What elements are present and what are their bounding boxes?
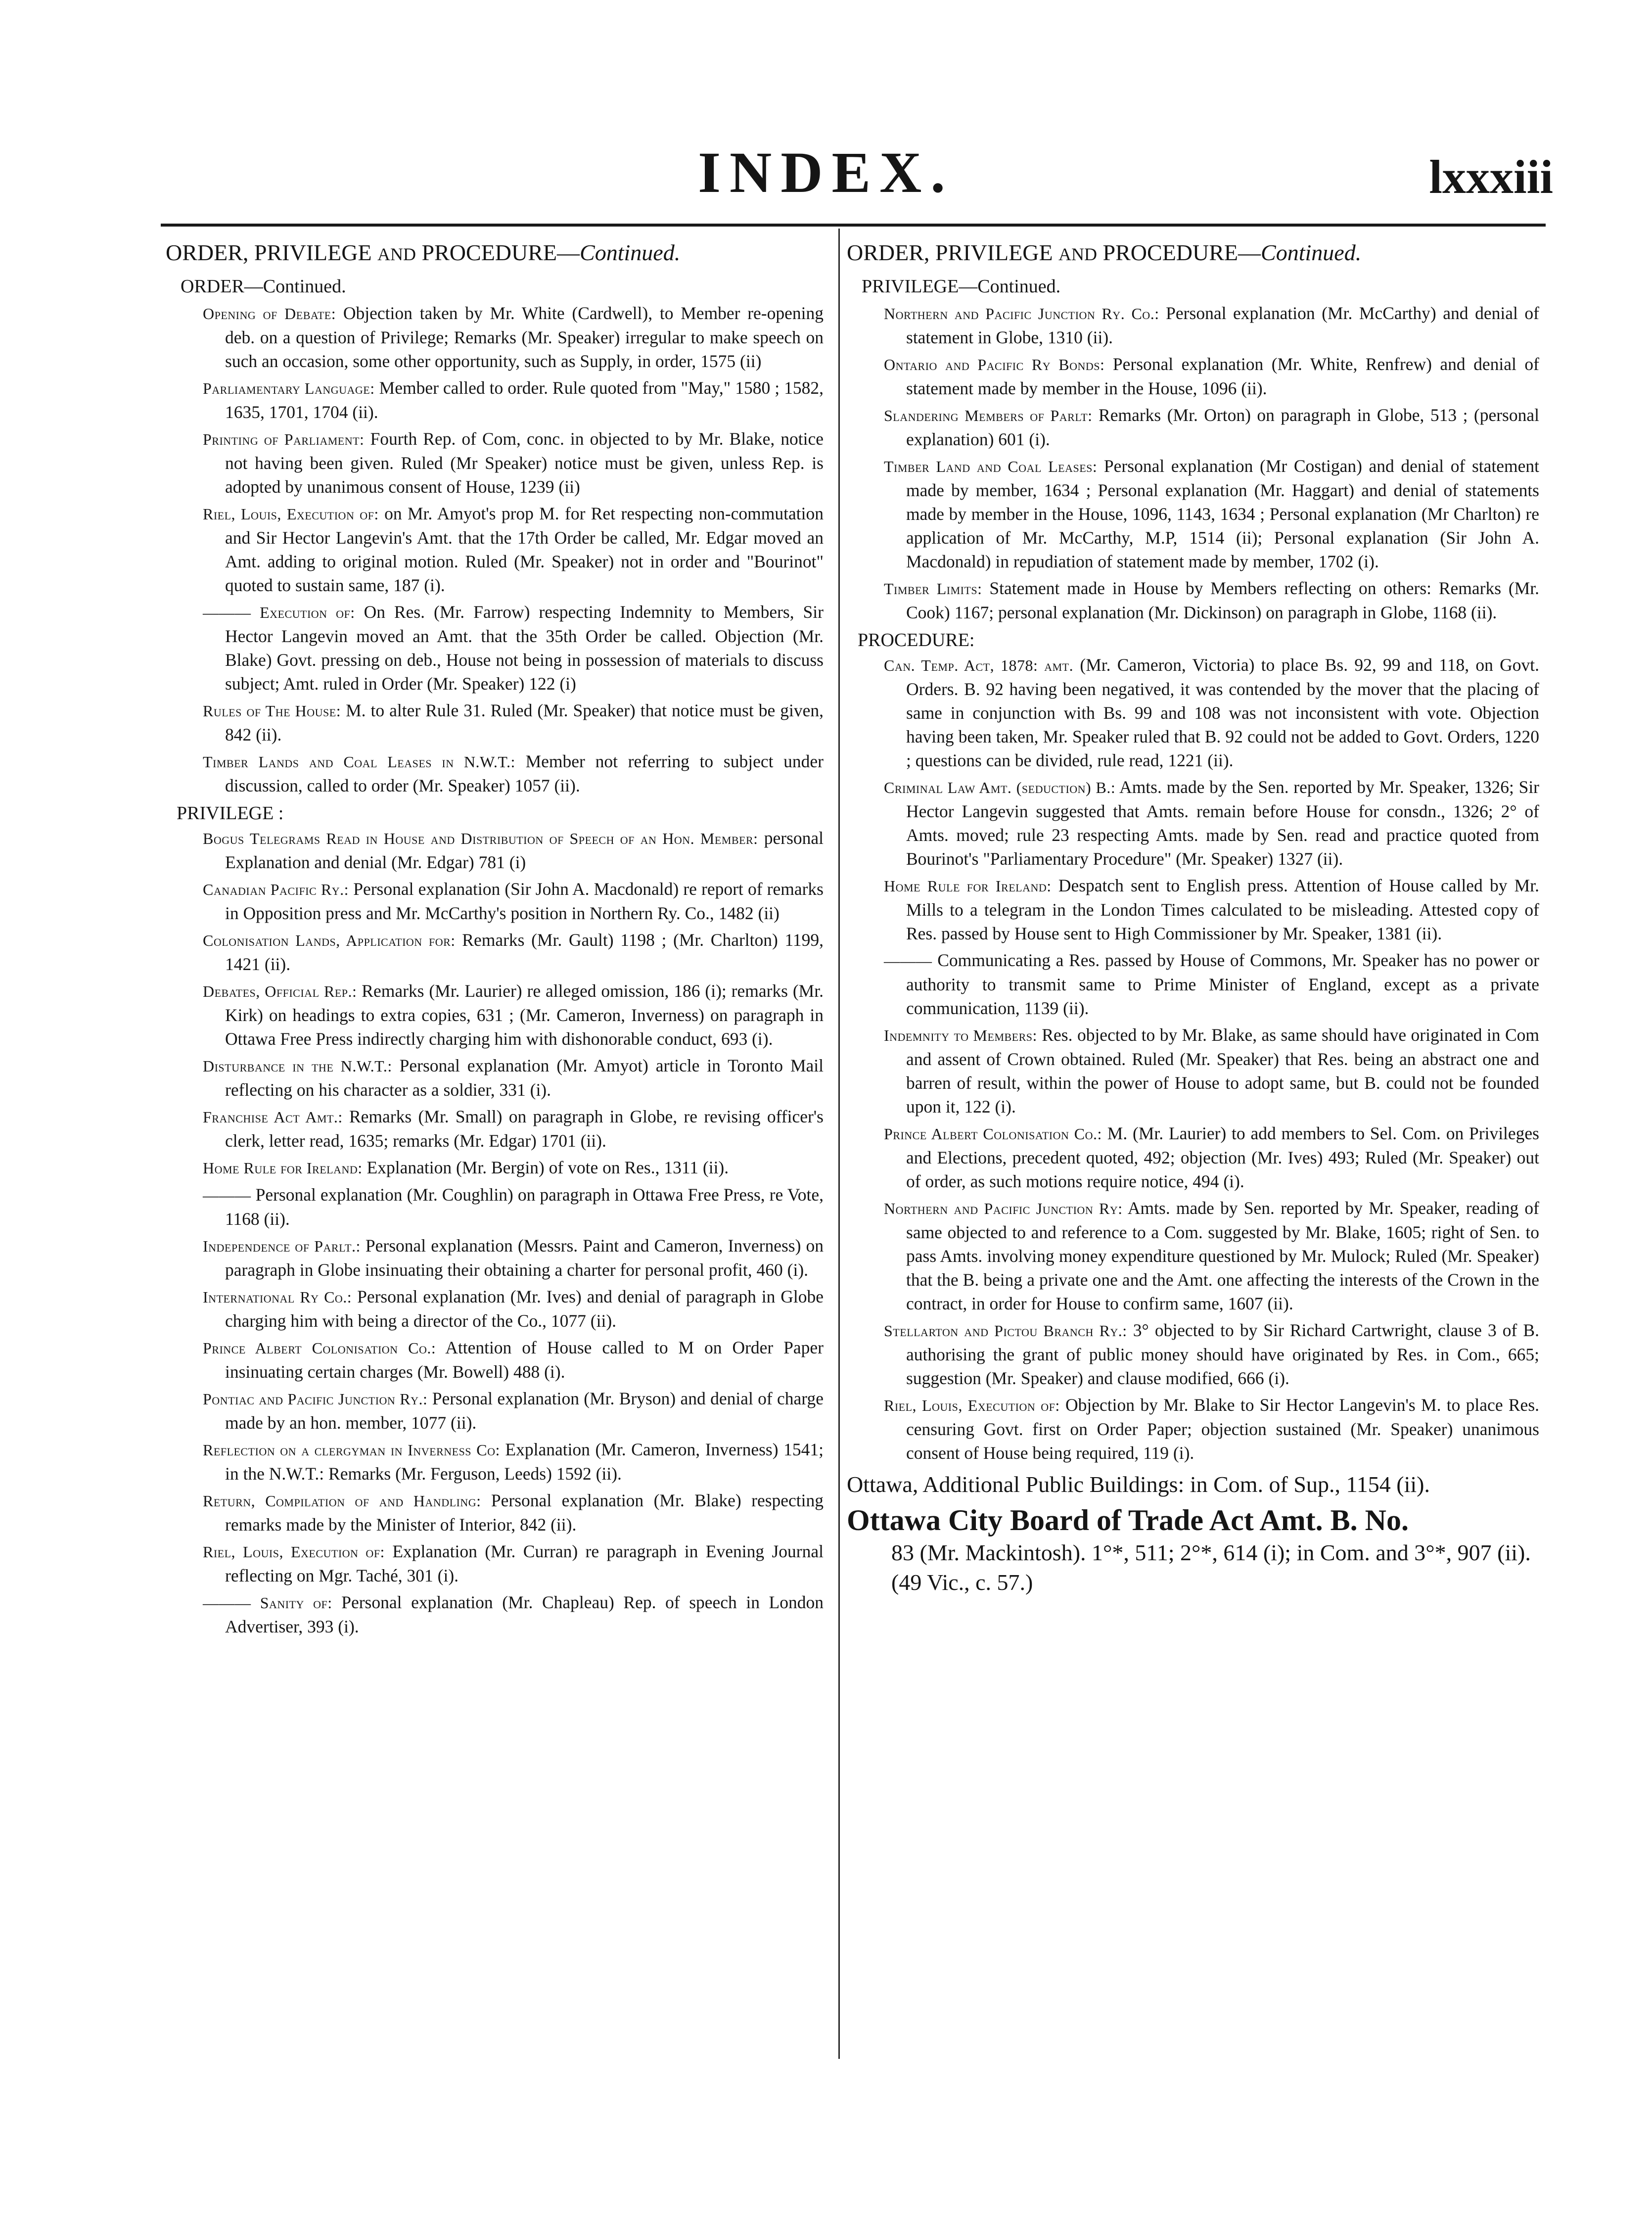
entry-label: Can. Temp. Act, 1878: amt. xyxy=(884,656,1074,674)
entry-label: Criminal Law Amt. (seduction) B.: xyxy=(884,779,1116,796)
entry-label: Timber Limits: xyxy=(884,580,982,598)
entry-text: on Mr. Amyot's prop M. for Ret respecting non-commutation and Sir Hector Langevin's Amt. that the 17th Order be called, Mr. Edgar moved an Amt. adding to original motion. Ruled (Mr. Speaker) not in order and "Bourinot" quoted to sustain same, 187 (i). xyxy=(225,504,824,595)
entry-text: Fourth Rep. of Com, conc. in objected to by Mr. Blake, notice not having been given. Ruled (Mr Speaker) notice must be given, unless Rep. is adopted by unanimous consent of House, 1239 (ii) xyxy=(225,429,824,497)
entry-label: Riel, Louis, Execution of: xyxy=(203,1543,385,1561)
ottawa-trade-body: 83 (Mr. Mackintosh). 1°*, 511; 2°*, 614 (i); in Com. and 3°*, 907 (ii). (49 Vic., c. 57.) xyxy=(891,1540,1531,1595)
index-entry xyxy=(884,403,1539,451)
entry-text: M. (Mr. Laurier) to add members to Sel. Com. on Privileges and Elections, precedent quoted, 492; objection (Mr. Ives) 493; Ruled (Mr. Speaker) out of order, as such motions require notice, 494 (i). xyxy=(906,1123,1539,1191)
index-entry xyxy=(203,376,824,424)
entry-label: International Ry Co.: xyxy=(203,1288,352,1306)
entry-text: Attention of House called to M on Order Paper insinuating certain charges (Mr. Bowell) 488 (i). xyxy=(225,1338,824,1382)
index-entry xyxy=(203,1438,824,1486)
index-entry xyxy=(884,576,1540,624)
index-entry xyxy=(203,1539,824,1587)
entry-label: Debates, Official Rep.: xyxy=(203,982,357,1000)
procedure-entries xyxy=(847,653,1539,1465)
entry-label: Prince Albert Colonisation Co.: xyxy=(203,1339,436,1357)
entry-label: Printing of Parliament: xyxy=(203,430,365,448)
entry-text: On Res. (Mr. Farrow) respecting Indemnity to Members, Sir Hector Langevin moved an Amt. that the 35th Order be called. Objection (Mr. Blake) Govt. pressing on deb., House not being in possession of materials to discuss subject; Amt. ruled in Order (Mr. Speaker) 122 (i) xyxy=(225,602,824,694)
index-entry xyxy=(884,1196,1539,1315)
entry-text: Personal explanation (Mr. Coughlin) on paragraph in Ottawa Free Press, re Vote, 1168 (ii). xyxy=(225,1185,824,1229)
privilege-heading: PRIVILEGE : xyxy=(177,803,284,824)
entry-label: Opening of Debate: xyxy=(203,305,336,323)
ottawa-trade-heading: Ottawa City Board of Trade Act Amt. B. No. xyxy=(847,1504,1409,1536)
index-entry xyxy=(203,979,824,1051)
entry-text: Explanation (Mr. Curran) re paragraph in Evening Journal reflecting on Mgr. Taché, 301 (i). xyxy=(225,1541,824,1585)
index-entry xyxy=(884,454,1539,573)
entry-text: (Mr. Cameron, Victoria) to place Bs. 92, 99 and 118, on Govt. Orders. B. 92 having been negatived, it was contended by the mover that the placing of same in conjunction with Bs. 99 and 108 was not inconsistent with vote. Objection having been taken, Mr. Speaker ruled that B. 92 could not be added to Govt. Orders, 1220 ; questions can be divided, rule read, 1221 (ii). xyxy=(906,655,1539,770)
entry-label: Timber Lands and Coal Leases in N.W.T.: xyxy=(203,753,515,771)
entry-label: Home Rule for Ireland: xyxy=(203,1159,363,1177)
index-entry xyxy=(203,1234,824,1282)
index-entry xyxy=(884,653,1539,772)
entry-label: Reflection on a clergyman in Inverness Co: xyxy=(203,1441,500,1459)
entry-text: Objection by Mr. Blake to Sir Hector Langevin's M. to place Res. censuring Govt. first on Order Paper; objection sustained (Mr. Speaker) unanimous consent of House being required, 119 (i). xyxy=(906,1395,1540,1463)
ottawa-buildings-entry: Ottawa, Additional Public Buildings: in Com. of Sup., 1154 (ii). xyxy=(847,1472,1430,1497)
entry-text: Remarks (Mr. Orton) on paragraph in Globe, 513 ; (personal explanation) 601 (i). xyxy=(906,405,1539,449)
entry-text: Explanation (Mr. Bergin) of vote on Res., 1311 (ii). xyxy=(362,1158,729,1177)
entry-text: personal Explanation and denial (Mr. Edgar) 781 (i) xyxy=(225,828,824,872)
entry-label: Bogus Telegrams Read in House and Distribution of Speech of an Hon. Member: xyxy=(203,830,758,847)
index-entry xyxy=(203,1489,824,1536)
right-column xyxy=(847,237,1539,1597)
entry-text: Statement made in House by Members reflecting on others: Remarks (Mr. Cook) 1167; personal explanation (Mr. Dickinson) on paragraph in Globe, 1168 (ii). xyxy=(906,578,1540,622)
sub-heading-privilege: PRIVILEGE—Continued. xyxy=(862,276,1061,297)
entry-text: Objection taken by Mr. White (Cardwell), to Member re-opening deb. on a question of Privilege; Remarks (Mr. Speaker) irregular to make speech on such an occasion, some other opportunity, such as Supply, in order, 1575 (ii) xyxy=(225,303,824,371)
index-entry xyxy=(203,301,824,373)
entry-text: Personal explanation (Mr Costigan) and denial of statement made by member, 1634 ; Personal explanation (Mr. Haggart) and denial of statements made by member in the House, 1096, 1143, 1634 ; Personal explanation (Mr Charlton) re application of Mr. McCarthy, M.P, 1514 (ii); Personal explanation (Sir John A. Macdonald) in repudiation of statement made by member, 1702 (i). xyxy=(906,456,1539,571)
index-entry xyxy=(884,948,1539,1020)
index-entry xyxy=(884,874,1539,945)
header-rule xyxy=(161,224,1546,227)
column-divider xyxy=(838,229,840,2059)
entry-text: Personal explanation (Mr. Chapleau) Rep. of speech in London Advertiser, 393 (i). xyxy=(225,1592,824,1636)
index-entry xyxy=(884,1393,1540,1465)
entry-label: Stellarton and Pictou Branch Ry.: xyxy=(884,1322,1127,1340)
index-entry xyxy=(884,1121,1539,1193)
index-entry xyxy=(203,1183,824,1231)
entry-text: Member not referring to subject under discussion, called to order (Mr. Speaker) 1057 (ii). xyxy=(225,751,824,795)
entry-text: Personal explanation (Mr. Bryson) and denial of charge made by an hon. member, 1077 (ii). xyxy=(225,1389,824,1433)
section-heading: ORDER, PRIVILEGE AND PROCEDURE—Continued. xyxy=(166,240,681,265)
entry-label: ——— xyxy=(203,1186,251,1204)
entry-label: Timber Land and Coal Leases: xyxy=(884,458,1098,475)
entry-text: Communicating a Res. passed by House of Commons, Mr. Speaker has no power or authority to transmit same to Prime Minister of England, except as a private communication, 1139 (ii). xyxy=(906,950,1539,1018)
page-number: lxxxiii xyxy=(1429,150,1553,203)
section-heading-continued: ORDER, PRIVILEGE AND PROCEDURE—Continued. xyxy=(847,240,1362,265)
entry-label: ——— Execution of: xyxy=(203,604,355,621)
entry-text: Personal explanation (Messrs. Paint and Cameron, Inverness) on paragraph in Globe insinuating their obtaining a charter for personal profit, 460 (i). xyxy=(225,1236,824,1280)
index-entry xyxy=(203,600,824,696)
entry-text: Amts. made by the Sen. reported by Mr. Speaker, 1326; Sir Hector Langevin suggested that Amts. remain before House for consdn., 1326; 2° of Amts. moved; rule 23 respecting Amts. made by Sen. read and practice quoted from Bourinot's "Parliamentary Procedure" (Mr. Speaker) 1327 (ii). xyxy=(906,777,1540,869)
entry-text: Personal explanation (Mr. Amyot) article in Toronto Mail reflecting on his character as a soldier, 331 (i). xyxy=(225,1056,824,1100)
entry-label: Ontario and Pacific Ry Bonds: xyxy=(884,356,1105,373)
index-entry xyxy=(203,502,824,597)
entry-label: Home Rule for Ireland: xyxy=(884,877,1052,895)
entry-label: ——— xyxy=(884,952,932,970)
entry-text: Personal explanation (Mr. White, Renfrew) and denial of statement made by member in the House, 1096 (ii). xyxy=(906,354,1539,398)
sub-heading-order: ORDER—Continued. xyxy=(181,276,346,297)
index-entry xyxy=(203,877,824,925)
entry-label: Pontiac and Pacific Junction Ry.: xyxy=(203,1390,428,1408)
index-entry xyxy=(203,1105,824,1153)
entry-text: Personal explanation (Mr. Ives) and denial of paragraph in Globe charging him with being a director of the Co., 1077 (ii). xyxy=(225,1287,824,1331)
index-entry xyxy=(884,1023,1540,1118)
index-entry xyxy=(884,301,1539,349)
entry-label: Northern and Pacific Junction Ry. Co.: xyxy=(884,305,1159,323)
entry-text: Member called to order. Rule quoted from "May," 1580 ; 1582, 1635, 1701, 1704 (ii). xyxy=(225,378,824,422)
procedure-heading: PROCEDURE: xyxy=(858,630,975,651)
entry-label: Riel, Louis, Execution of: xyxy=(884,1396,1060,1414)
index-entry xyxy=(203,427,824,499)
index-entry xyxy=(203,698,824,746)
entry-text: Personal explanation (Mr. Blake) respecting remarks made by the Minister of Interior, 842 (ii). xyxy=(225,1490,824,1535)
entry-label: Parliamentary Language: xyxy=(203,379,375,397)
index-entry xyxy=(203,1054,824,1102)
index-entry xyxy=(884,1318,1539,1390)
privilege-entries xyxy=(166,826,824,1638)
entry-label: Indemnity to Members: xyxy=(884,1026,1037,1044)
privilege-entries-continued xyxy=(847,301,1539,624)
entry-label: Riel, Louis, Execution of: xyxy=(203,505,379,523)
entry-label: Prince Albert Colonisation Co.: xyxy=(884,1125,1102,1143)
index-entry xyxy=(203,826,824,874)
entry-text: M. to alter Rule 31. Ruled (Mr. Speaker) that notice must be given, 842 (ii). xyxy=(225,700,824,745)
entry-label: ——— Sanity of: xyxy=(203,1594,332,1612)
entry-label: Slandering Members of Parlt: xyxy=(884,407,1093,424)
entry-label: Independence of Parlt.: xyxy=(203,1237,361,1255)
entry-text: Explanation (Mr. Cameron, Inverness) 1541; in the N.W.T.: Remarks (Mr. Ferguson, Leeds) 1592 (ii). xyxy=(225,1440,824,1484)
entry-text: Remarks (Mr. Gault) 1198 ; (Mr. Charlton) 1199, 1421 (ii). xyxy=(225,930,824,974)
entry-label: Rules of The House: xyxy=(203,702,341,720)
page-title: INDEX. xyxy=(698,140,954,205)
index-entry xyxy=(884,775,1540,871)
index-entry xyxy=(203,1336,824,1384)
entry-text: Amts. made by Sen. reported by Mr. Speaker, reading of same objected to and reference to a Com. suggested by Mr. Blake, 1605; right of Sen. to pass Amts. involving money expenditure questioned by Mr. Mulock; Ruled (Mr. Speaker) that the B. being a private one and the Amt. one affecting the interests of the Crown in the contract, in order for House to confirm same, 1607 (ii). xyxy=(906,1198,1539,1313)
index-entry xyxy=(884,352,1539,400)
index-entry xyxy=(203,928,824,976)
entry-text: Remarks (Mr. Laurier) re alleged omission, 186 (i); remarks (Mr. Kirk) on headings to extra copies, 631 ; (Mr. Cameron, Inverness) on paragraph in Ottawa Free Press indirectly charging him with dishonorable conduct, 693 (i). xyxy=(225,981,824,1049)
entry-text: Despatch sent to English press. Attention of House called by Mr. Mills to a telegram in the London Times calculated to be misleading. Attested copy of Res. passed by House sent to High Commissioner by Mr. Speaker, 1381 (ii). xyxy=(906,876,1539,943)
entry-label: Franchise Act Amt.: xyxy=(203,1108,343,1126)
index-entry xyxy=(203,749,824,797)
entry-label: Return, Compilation of and Handling: xyxy=(203,1492,481,1510)
entry-label: Colonisation Lands, Application for: xyxy=(203,931,456,949)
entry-text: Personal explanation (Sir John A. Macdonald) re report of remarks in Opposition press and Mr. McCarthy's position in Northern Ry. Co., 1482 (ii) xyxy=(225,879,824,923)
order-entries xyxy=(166,301,824,797)
index-entry xyxy=(203,1156,824,1180)
entry-text: Personal explanation (Mr. McCarthy) and denial of statement in Globe, 1310 (ii). xyxy=(906,303,1539,347)
index-entry xyxy=(203,1590,824,1638)
left-column xyxy=(166,237,824,1641)
entry-text: 3° objected to by Sir Richard Cartwright, clause 3 of B. authorising the grant of public money should have originated by Res. in Com., 665; suggestion (Mr. Speaker) and clause modified, 666 (i). xyxy=(906,1320,1539,1388)
entry-label: Disturbance in the N.W.T.: xyxy=(203,1057,392,1075)
index-entry xyxy=(203,1285,824,1333)
index-entry xyxy=(203,1387,824,1435)
entry-text: Remarks (Mr. Small) on paragraph in Globe, re revising officer's clerk, letter read, 1635; remarks (Mr. Edgar) 1701 (ii). xyxy=(225,1107,824,1151)
entry-text: Res. objected to by Mr. Blake, as same should have originated in Com and assent of Crown obtained. Ruled (Mr. Speaker) that Res. being an abstract one and barren of result, within the power of House to adopt same, but B. could not be founded upon it, 122 (i). xyxy=(906,1025,1540,1117)
entry-label: Canadian Pacific Ry.: xyxy=(203,881,349,898)
entry-label: Northern and Pacific Junction Ry: xyxy=(884,1200,1123,1217)
